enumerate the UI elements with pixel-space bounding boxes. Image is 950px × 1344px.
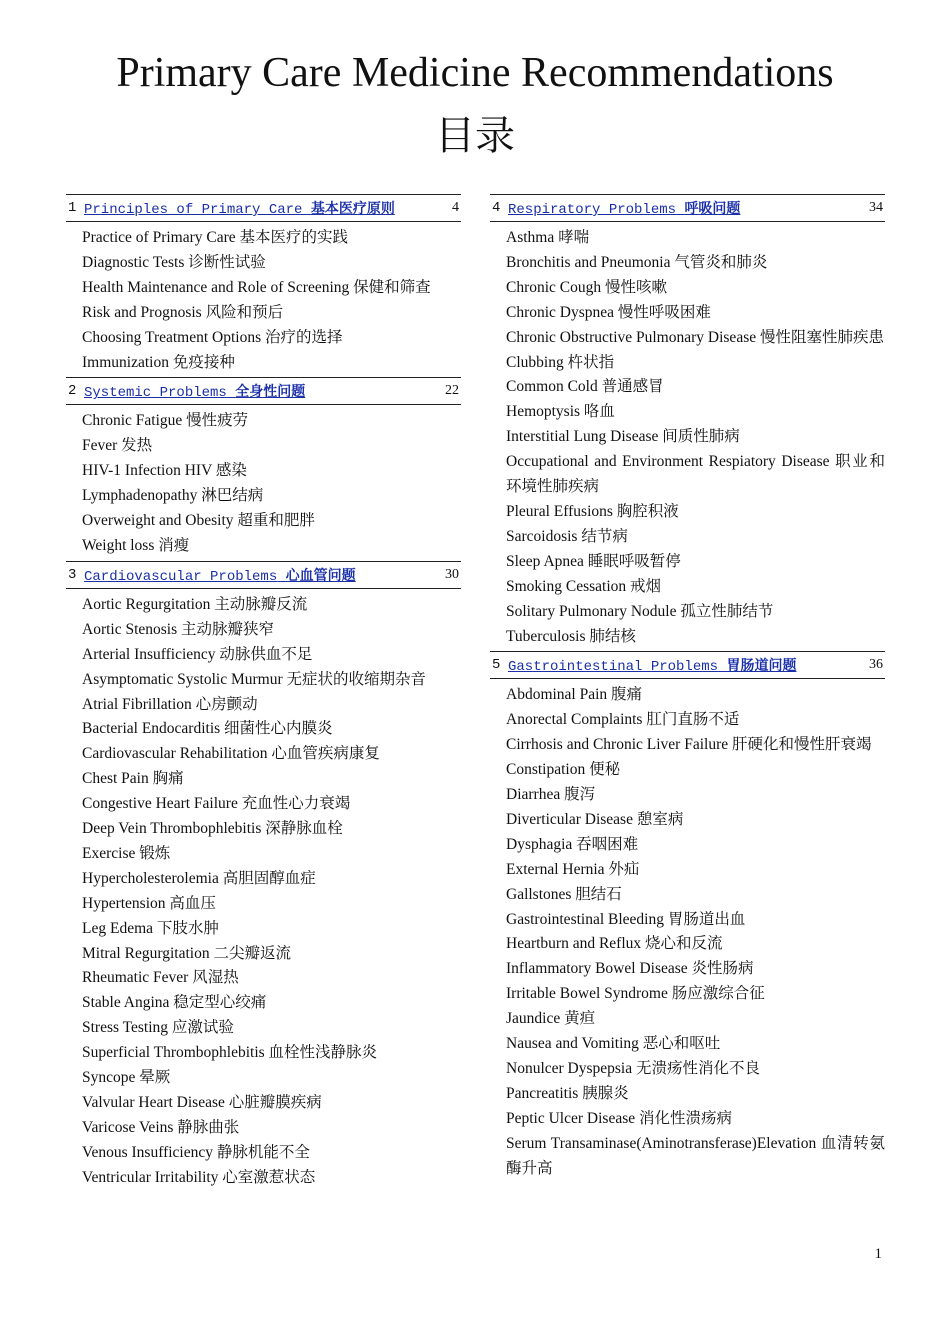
page-title: Primary Care Medicine Recommendations [116, 50, 834, 96]
toc-item: Leg Edema 下肢水肿 [82, 919, 219, 937]
toc-item: Practice of Primary Care 基本医疗的实践 [82, 229, 349, 246]
toc-item: Health Maintenance and Role of Screening 保健和筛查 [82, 278, 431, 296]
toc-item: Chronic Dyspnea 慢性呼吸困难 [506, 303, 711, 321]
section-page-number: 36 [869, 657, 883, 673]
toc-item: Diverticular Disease 憩室病 [506, 810, 684, 828]
section-link-respiratory[interactable] [508, 198, 843, 218]
toc-item: Sleep Apnea 睡眠呼吸暂停 [506, 552, 681, 570]
toc-item: Choosing Treatment Options 治疗的选择 [82, 328, 343, 346]
toc-item: Deep Vein Thrombophlebitis 深静脉血栓 [82, 820, 343, 838]
section-number: 4 [492, 200, 501, 216]
toc-item: Nausea and Vomiting 恶心和呕吐 [506, 1035, 721, 1053]
toc-item: Superficial Thrombophlebitis 血栓性浅静脉炎 [82, 1044, 378, 1062]
toc-item: Gastrointestinal Bleeding 胃肠道出血 [506, 910, 746, 928]
toc-item: Lymphadenopathy 淋巴结病 [82, 487, 264, 505]
toc-item: Chronic Obstructive Pulmonary Disease 慢性阻塞性肺疾患 [506, 328, 884, 346]
page-subtitle: 目录 [435, 113, 515, 159]
toc-item: Solitary Pulmonary Nodule 孤立性肺结节 [506, 602, 774, 620]
section-title-en: Cardiovascular Problems [84, 568, 278, 585]
section-page-number: 4 [452, 200, 459, 215]
section-title-zh: 呼吸问题 [684, 201, 741, 217]
section-title-en: Respiratory Problems [508, 202, 677, 218]
toc-item: Overweight and Obesity 超重和肥胖 [82, 512, 315, 530]
section-header-systemic [66, 377, 461, 405]
toc-item: Fever 发热 [82, 437, 153, 455]
toc-item: External Hernia 外疝 [506, 860, 640, 878]
toc-item: Abdominal Pain 腹痛 [506, 686, 643, 704]
section-items-principles [66, 222, 461, 377]
toc-item: Inflammatory Bowel Disease 炎性肠病 [506, 960, 754, 978]
toc-item: Serum Transaminase(Aminotransferase)Elevation 血清转氨酶升高 [506, 1134, 885, 1177]
toc-item: Anorectal Complaints 肛门直肠不适 [506, 711, 740, 729]
section-number: 3 [68, 566, 77, 583]
section-page-number: 30 [445, 566, 459, 582]
toc-item: Hemoptysis 咯血 [506, 403, 615, 421]
toc-item: Common Cold 普通感冒 [506, 378, 664, 396]
section-title-en: Gastrointestinal Problems [508, 659, 719, 676]
section-number: 1 [68, 200, 77, 216]
section-title-zh: 胃肠道问题 [726, 658, 797, 675]
toc-item: Stress Testing 应激试验 [82, 1019, 234, 1037]
toc-item: Immunization 免疫接种 [82, 353, 235, 371]
toc-item: Valvular Heart Disease 心脏瓣膜疾病 [82, 1094, 322, 1111]
toc-item: Smoking Cessation 戒烟 [506, 577, 662, 595]
toc-item: Diagnostic Tests 诊断性试验 [82, 253, 266, 271]
toc-item: Congestive Heart Failure 充血性心力衰竭 [82, 795, 351, 813]
toc-item: Mitral Regurgitation 二尖瓣返流 [82, 944, 291, 962]
toc-item: Heartburn and Reflux 烧心和反流 [506, 935, 723, 953]
toc-item: Tuberculosis 肺结核 [506, 627, 636, 645]
section-title-zh: 全身性问题 [235, 384, 306, 401]
toc-item: Cirrhosis and Chronic Liver Failure 肝硬化和慢性肝衰竭 [506, 736, 872, 754]
section-link-cardiovascular[interactable] [84, 565, 419, 585]
toc-item: Hypertension 高血压 [82, 894, 216, 912]
toc-item: Arterial Insufficiency 动脉供血不足 [82, 645, 313, 663]
toc-item: Asthma 哮喘 [506, 229, 590, 246]
toc-item: Nonulcer Dyspepsia 无溃疡性消化不良 [506, 1060, 760, 1077]
toc-item: Dysphagia 吞咽困难 [506, 835, 639, 853]
toc-item: Chest Pain 胸痛 [82, 770, 184, 788]
section-items-systemic [66, 405, 461, 560]
section-items-gastrointestinal [490, 679, 885, 1183]
section-header-cardiovascular [66, 561, 461, 589]
toc-item: Chronic Fatigue 慢性疲劳 [82, 412, 249, 430]
toc-item: Occupational and Environment Respiatory Disease 职业和环境性肺疾病 [506, 453, 885, 496]
toc-item: Syncope 晕厥 [82, 1069, 171, 1087]
section-link-principles[interactable] [84, 198, 419, 218]
page-number: 1 [874, 1246, 882, 1262]
toc-item: Varicose Veins 静脉曲张 [82, 1118, 240, 1136]
section-page-number: 34 [869, 200, 883, 215]
toc-item: Sarcoidosis 结节病 [506, 527, 628, 545]
toc-item: Diarrhea 腹泻 [506, 786, 596, 804]
toc-item: Risk and Prognosis 风险和预后 [82, 303, 284, 321]
toc-item: Pancreatitis 胰腺炎 [506, 1084, 629, 1102]
toc-right-column [490, 194, 885, 1184]
section-page-number: 22 [445, 383, 459, 399]
section-items-cardiovascular [66, 589, 461, 1193]
section-header-principles [66, 194, 461, 222]
toc-item: Aortic Regurgitation 主动脉瓣反流 [82, 595, 308, 613]
section-title-zh: 基本医疗原则 [310, 201, 395, 217]
toc-item: Asymptomatic Systolic Murmur 无症状的收缩期杂音 [82, 670, 427, 688]
section-link-gastrointestinal[interactable] [508, 655, 843, 675]
section-title-zh: 心血管问题 [285, 567, 356, 584]
toc-item: Cardiovascular Rehabilitation 心血管疾病康复 [82, 745, 380, 763]
toc-item: Irritable Bowel Syndrome 肠应激综合征 [506, 985, 765, 1003]
toc-item: Aortic Stenosis 主动脉瓣狭窄 [82, 620, 275, 638]
toc-item: Exercise 锻炼 [82, 844, 171, 862]
section-title-en: Systemic Problems [84, 385, 227, 402]
toc-item: Pleural Effusions 胸腔积液 [506, 502, 679, 520]
toc-item: Bacterial Endocarditis 细菌性心内膜炎 [82, 720, 333, 738]
toc-item: Weight loss 消瘦 [82, 536, 190, 554]
toc-item: Chronic Cough 慢性咳嗽 [506, 278, 668, 296]
toc-item: Rheumatic Fever 风湿热 [82, 969, 239, 987]
section-title-en: Principles of Primary Care [84, 202, 303, 218]
toc-item: Hypercholesterolemia 高胆固醇血症 [82, 869, 316, 887]
toc-item: Atrial Fibrillation 心房颤动 [82, 695, 258, 713]
section-number: 2 [68, 383, 77, 400]
toc-item: Jaundice 黄疸 [506, 1010, 596, 1028]
section-number: 5 [492, 657, 501, 674]
section-header-gastrointestinal [490, 651, 885, 679]
section-items-respiratory [490, 222, 885, 651]
toc-item: Gallstones 胆结石 [506, 885, 622, 903]
toc-item: Bronchitis and Pneumonia 气管炎和肺炎 [506, 253, 768, 271]
toc-item: HIV-1 Infection HIV 感染 [82, 462, 247, 480]
toc-left-column [66, 194, 461, 1193]
section-link-systemic[interactable] [84, 381, 419, 401]
toc-item: Stable Angina 稳定型心绞痛 [82, 994, 267, 1012]
toc-item: Interstitial Lung Disease 间质性肺病 [506, 428, 740, 446]
section-header-respiratory [490, 194, 885, 222]
toc-item: Constipation 便秘 [506, 761, 621, 779]
toc-item: Venous Insufficiency 静脉机能不全 [82, 1143, 310, 1161]
toc-item: Ventricular Irritability 心室激惹状态 [82, 1168, 316, 1186]
toc-item: Clubbing 杵状指 [506, 353, 615, 371]
toc-item: Peptic Ulcer Disease 消化性溃疡病 [506, 1109, 732, 1127]
